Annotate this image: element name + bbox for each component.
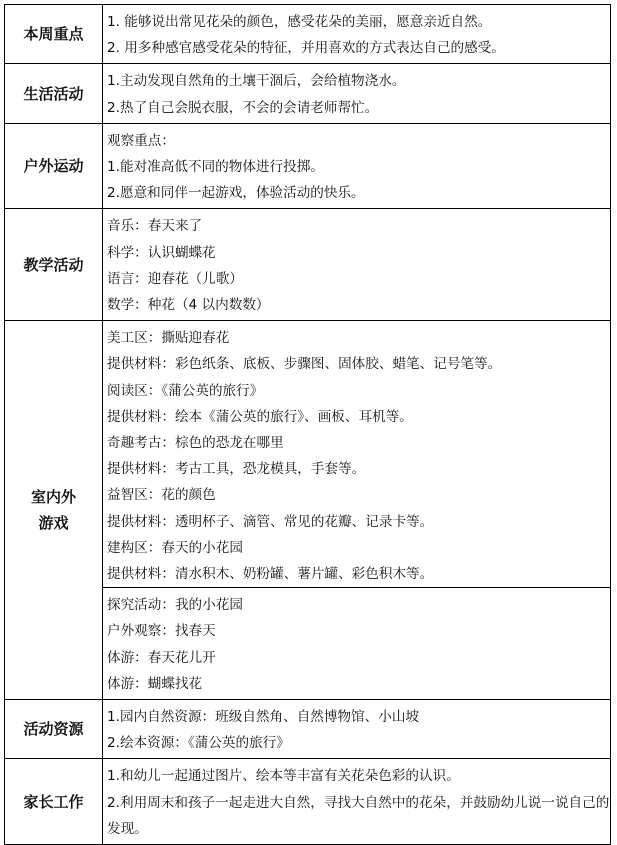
row-weekly-focus bbox=[5, 5, 611, 64]
content-line: 1.主动发现自然角的土壤干涸后，会给植物浇水。 bbox=[107, 73, 406, 90]
content-line: 1.和幼儿一起通过图片、绘本等丰富有关花朵色彩的认识。 bbox=[107, 768, 460, 785]
content-line: 奇趣考古：棕色的恐龙在哪里 bbox=[107, 435, 284, 452]
row-teaching-activities bbox=[5, 209, 611, 321]
row-label: 教学活动 bbox=[5, 209, 103, 321]
content-line: 提供材料：绘本《蒲公英的旅行》、画板、耳机等。 bbox=[107, 408, 413, 425]
row-content bbox=[103, 321, 611, 700]
content-line: 2. 用多种感官感受花朵的特征，并用喜欢的方式表达自己的感受。 bbox=[107, 40, 505, 57]
content-line: 2.利用周末和孩子一起走进大自然，寻找大自然中的花朵，并鼓励幼儿说一说自己的发现。 bbox=[107, 794, 610, 837]
exploration-subsection bbox=[103, 587, 610, 697]
content-line: 1.园内自然资源：班级自然角、自然博物馆、小山坡 bbox=[107, 709, 420, 726]
content-line: 1. 能够说出常见花朵的颜色，感受花朵的美丽，愿意亲近自然。 bbox=[107, 14, 492, 30]
content-line: 2.绘本资源：《蒲公英的旅行》 bbox=[107, 735, 290, 752]
row-content bbox=[103, 64, 611, 123]
content-line: 美工区：撕贴迎春花 bbox=[107, 330, 230, 347]
row-label: 生活活动 bbox=[5, 64, 103, 123]
content-line: 探究活动：我的小花园 bbox=[107, 597, 243, 614]
row-label: 户外运动 bbox=[5, 123, 103, 209]
content-line: 体游：春天花儿开 bbox=[107, 649, 216, 666]
row-label: 家长工作 bbox=[5, 759, 103, 845]
row-daily-life bbox=[5, 64, 611, 123]
row-indoor-outdoor-games bbox=[5, 321, 611, 700]
row-parent-work bbox=[5, 759, 611, 845]
row-content bbox=[103, 5, 611, 64]
row-label-line: 游戏 bbox=[38, 514, 69, 533]
row-content bbox=[103, 209, 611, 321]
row-content bbox=[103, 759, 611, 845]
content-line: 科学：认识蝴蝶花 bbox=[107, 244, 216, 261]
content-line: 数学：种花（4 以内数数） bbox=[107, 297, 270, 314]
content-line: 音乐：春天来了 bbox=[107, 218, 203, 235]
row-activity-resources bbox=[5, 700, 611, 759]
content-line: 观察重点： bbox=[107, 132, 175, 149]
content-line: 体游：蝴蝶找花 bbox=[107, 675, 203, 692]
row-outdoor-exercise bbox=[5, 123, 611, 209]
content-line: 阅读区：《蒲公英的旅行》 bbox=[107, 382, 264, 399]
content-line: 语言：迎春花（儿歌） bbox=[107, 270, 243, 287]
row-label bbox=[5, 321, 103, 700]
content-line: 提供材料：清水积木、奶粉罐、薯片罐、彩色积木等。 bbox=[107, 566, 434, 583]
row-label: 本周重点 bbox=[5, 5, 103, 64]
content-line: 户外观察：找春天 bbox=[107, 623, 216, 640]
content-line: 益智区：花的颜色 bbox=[107, 487, 216, 504]
row-label-line: 室内外 bbox=[30, 488, 76, 507]
content-line: 建构区：春天的小花园 bbox=[107, 539, 243, 556]
content-line: 提供材料：彩色纸条、底板、步骤图、固体胶、蜡笔、记号笔等。 bbox=[107, 356, 502, 373]
content-line: 提供材料：考古工具，恐龙模具，手套等。 bbox=[107, 461, 366, 478]
content-line: 2.愿意和同伴一起游戏，体验活动的快乐。 bbox=[107, 185, 365, 202]
content-line: 1.能对准高低不同的物体进行投掷。 bbox=[107, 159, 324, 176]
content-line: 2.热了自己会脱衣服，不会的会请老师帮忙。 bbox=[107, 99, 379, 116]
row-content bbox=[103, 700, 611, 759]
weekly-plan-table bbox=[4, 4, 611, 845]
content-line: 提供材料：透明杯子、滴管、常见的花瓣、记录卡等。 bbox=[107, 513, 434, 530]
row-label: 活动资源 bbox=[5, 700, 103, 759]
row-content bbox=[103, 123, 611, 209]
